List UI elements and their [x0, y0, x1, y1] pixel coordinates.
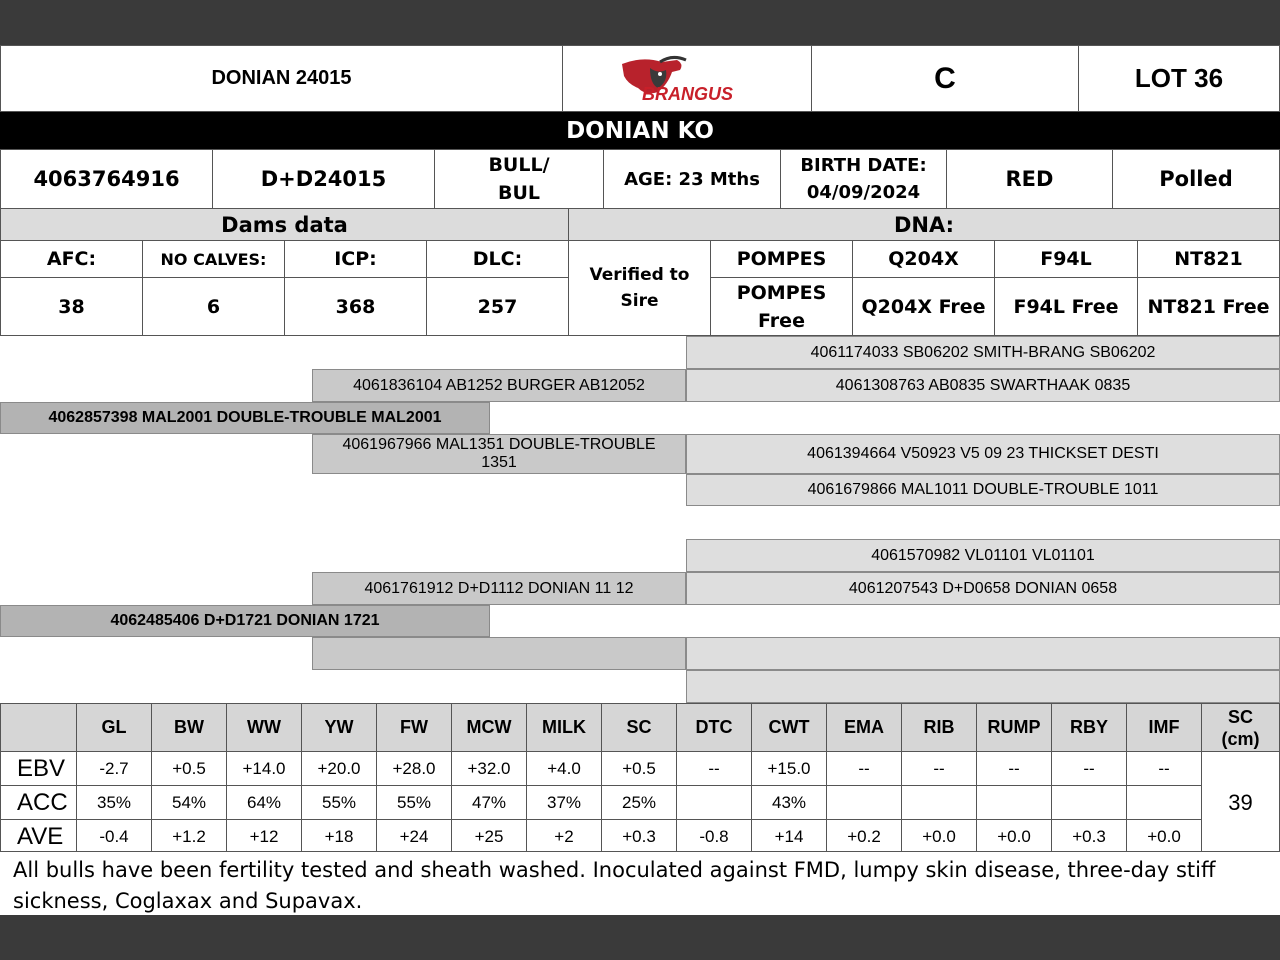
dna-test-result: Q204X Free	[852, 277, 995, 336]
dna-test-name: Q204X	[852, 240, 995, 278]
ebv-value: -2.7	[76, 751, 152, 786]
ebv-value: +15.0	[751, 751, 827, 786]
icp-label: ICP:	[284, 240, 427, 278]
ebv-row-label: EBV	[0, 751, 77, 786]
pedigree-dam: 4062485406 D+D1721 DONIAN 1721	[0, 605, 490, 637]
ebv-column-header: WW	[226, 703, 302, 752]
pedigree-dam-dam	[312, 637, 686, 670]
ebv-value: 35%	[76, 785, 152, 820]
ebv-value: +2	[526, 819, 602, 854]
svg-text:BRANGUS: BRANGUS	[642, 83, 734, 104]
pedigree-sds: 4061394664 V50923 V5 09 23 THICKSET DESTI	[686, 434, 1280, 474]
ebv-value: +0.5	[151, 751, 227, 786]
dna-test-result: F94L Free	[994, 277, 1138, 336]
calves-value: 6	[142, 277, 285, 336]
afc-value: 38	[0, 277, 143, 336]
colour: RED	[946, 149, 1113, 209]
dna-heading: DNA:	[568, 208, 1280, 241]
pedigree-sdd: 4061679866 MAL1011 DOUBLE-TROUBLE 1011	[686, 474, 1280, 506]
ebv-column-header: EMA	[826, 703, 902, 752]
ebv-value: +24	[376, 819, 452, 854]
pedigree-dss: 4061570982 VL01101 VL01101	[686, 539, 1280, 572]
dna-test-name: NT821	[1137, 240, 1280, 278]
animal-name-code: DONIAN 24015	[0, 45, 563, 112]
ebv-value: +0.0	[901, 819, 977, 854]
ebv-row-label: ACC	[0, 785, 77, 820]
birth-date-value: 04/09/2024	[806, 182, 921, 203]
ebv-column-header: GL	[76, 703, 152, 752]
ebv-value: +1.2	[151, 819, 227, 854]
ebv-column-header: MILK	[526, 703, 602, 752]
age: AGE: 23 Mths	[603, 149, 781, 209]
brangus-logo	[562, 45, 812, 112]
verified-line1: Verified to	[589, 265, 690, 285]
sire-dam-line2: 1351	[481, 454, 517, 471]
ebv-column-header: CWT	[751, 703, 827, 752]
ebv-value	[1051, 785, 1127, 820]
ebv-value	[676, 785, 752, 820]
ebv-column-header: IMF	[1126, 703, 1202, 752]
ebv-column-header: SC	[601, 703, 677, 752]
ebv-value: --	[1051, 751, 1127, 786]
ebv-value: --	[826, 751, 902, 786]
ebv-value: +0.3	[601, 819, 677, 854]
grade: C	[811, 45, 1079, 112]
sex-line1: BULL/	[488, 154, 550, 176]
pedigree-ddd	[686, 670, 1280, 703]
ebv-column-header: RBY	[1051, 703, 1127, 752]
ebv-column-header: BW	[151, 703, 227, 752]
ebv-value: --	[901, 751, 977, 786]
ebv-value: 54%	[151, 785, 227, 820]
dlc-value: 257	[426, 277, 569, 336]
ebv-value: 55%	[301, 785, 377, 820]
ebv-value: +18	[301, 819, 377, 854]
ebv-row-label: AVE	[0, 819, 77, 854]
sc-cm-line1: SC	[1227, 706, 1253, 727]
ebv-column-header: MCW	[451, 703, 527, 752]
footer-note: All bulls have been fertility tested and sheath washed. Inoculated against FMD, lumpy skin disease, three-day stiff sickness, Coglaxax and Supavax.	[0, 851, 1280, 915]
dlc-label: DLC:	[426, 240, 569, 278]
ebv-value: +0.2	[826, 819, 902, 854]
pedigree-dam-sire: 4061761912 D+D1112 DONIAN 11 12	[312, 572, 686, 605]
animal-title: DONIAN KO	[0, 112, 1280, 149]
identification: D+D24015	[212, 149, 435, 209]
ebv-column-header: FW	[376, 703, 452, 752]
ebv-value: +0.3	[1051, 819, 1127, 854]
dna-test-name: POMPES	[710, 240, 853, 278]
ebv-value: 55%	[376, 785, 452, 820]
ebv-value: +20.0	[301, 751, 377, 786]
lot-number: LOT 36	[1078, 45, 1280, 112]
ebv-value: --	[1126, 751, 1202, 786]
pedigree-sire-dam	[312, 434, 686, 474]
horn-status: Polled	[1112, 149, 1280, 209]
dna-test-result: NT821 Free	[1137, 277, 1280, 336]
ebv-value: +28.0	[376, 751, 452, 786]
sire-dam-line1: 4061967966 MAL1351 DOUBLE-TROUBLE	[342, 436, 656, 453]
verified-line2: Sire	[620, 291, 659, 311]
registration-number: 4063764916	[0, 149, 213, 209]
ebv-corner	[0, 703, 77, 752]
birth-date-cell	[780, 149, 947, 209]
sex-cell	[434, 149, 604, 209]
afc-label: AFC:	[0, 240, 143, 278]
ebv-column-header: RIB	[901, 703, 977, 752]
pedigree-sss: 4061174033 SB06202 SMITH-BRANG SB06202	[686, 336, 1280, 369]
calves-label: NO CALVES:	[142, 240, 285, 278]
icp-value: 368	[284, 277, 427, 336]
verified-to-sire	[568, 240, 711, 336]
pedigree-dds	[686, 637, 1280, 670]
ebv-value: 37%	[526, 785, 602, 820]
ebv-value: +4.0	[526, 751, 602, 786]
ebv-value	[1126, 785, 1202, 820]
pedigree-sire: 4062857398 MAL2001 DOUBLE-TROUBLE MAL2001	[0, 402, 490, 434]
sc-cm-line2: (cm)	[1221, 728, 1260, 749]
ebv-value: +25	[451, 819, 527, 854]
ebv-value: 25%	[601, 785, 677, 820]
ebv-value: +0.0	[1126, 819, 1202, 854]
ebv-value: -0.4	[76, 819, 152, 854]
ebv-value	[826, 785, 902, 820]
ebv-value: +12	[226, 819, 302, 854]
ebv-column-header: DTC	[676, 703, 752, 752]
ebv-value	[901, 785, 977, 820]
ebv-value: -0.8	[676, 819, 752, 854]
ebv-value: +14	[751, 819, 827, 854]
birth-date-label: BIRTH DATE:	[800, 155, 927, 176]
ebv-value: +32.0	[451, 751, 527, 786]
bull-head-icon	[602, 54, 772, 104]
pedigree-dsd: 4061207543 D+D0658 DONIAN 0658	[686, 572, 1280, 605]
result-line1: POMPES	[736, 281, 827, 304]
ebv-value: +14.0	[226, 751, 302, 786]
pedigree-ssd: 4061308763 AB0835 SWARTHAAK 0835	[686, 369, 1280, 402]
ebv-value: +0.5	[601, 751, 677, 786]
ebv-column-header: YW	[301, 703, 377, 752]
sc-cm-value: 39	[1201, 751, 1280, 854]
ebv-value: 47%	[451, 785, 527, 820]
ebv-column-header: RUMP	[976, 703, 1052, 752]
ebv-value: 64%	[226, 785, 302, 820]
sex-line2: BUL	[497, 182, 541, 204]
sc-cm-header	[1201, 703, 1280, 752]
ebv-value: --	[676, 751, 752, 786]
ebv-value: 43%	[751, 785, 827, 820]
dna-test-name: F94L	[994, 240, 1138, 278]
result-line2: Free	[758, 309, 805, 332]
pedigree-sire-sire: 4061836104 AB1252 BURGER AB12052	[312, 369, 686, 402]
ebv-value	[976, 785, 1052, 820]
ebv-value: --	[976, 751, 1052, 786]
ebv-value: +0.0	[976, 819, 1052, 854]
dams-data-heading: Dams data	[0, 208, 569, 241]
dna-test-result	[710, 277, 853, 336]
